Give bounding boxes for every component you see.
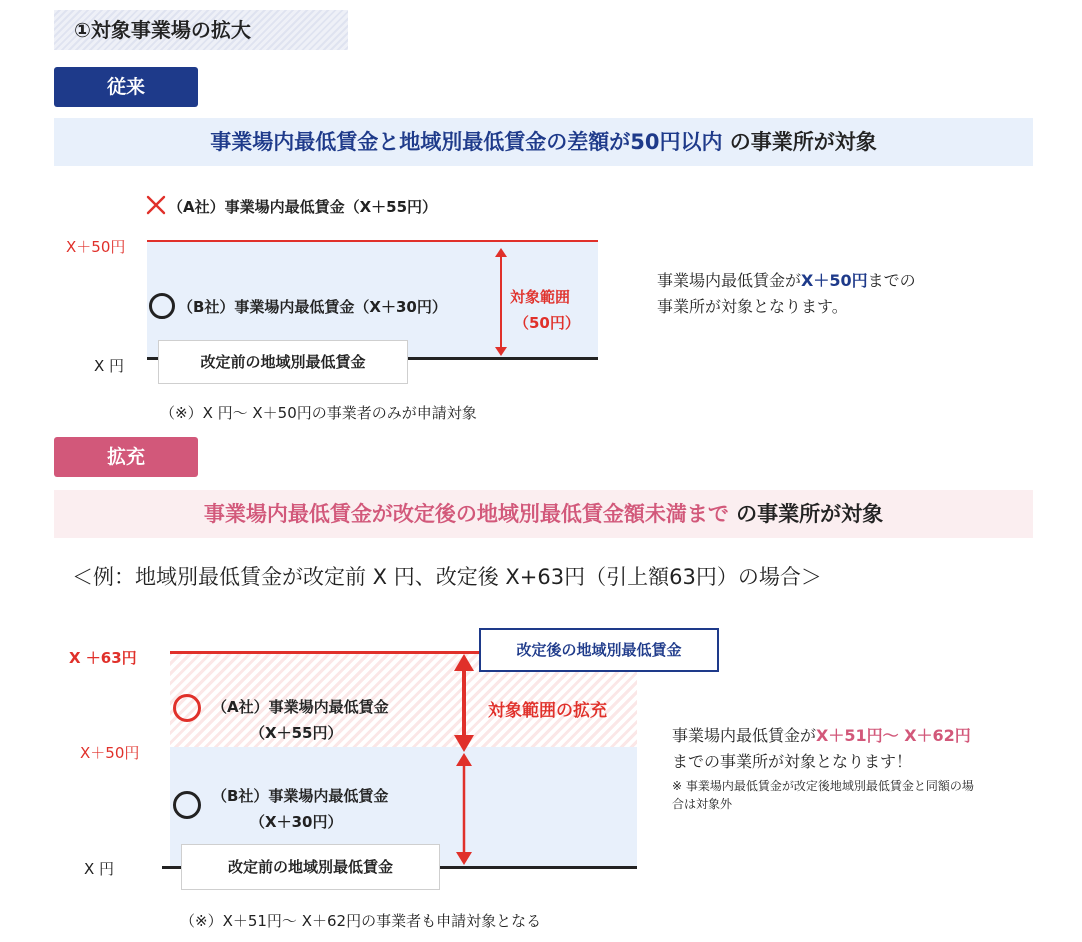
previous-level-base: X 円 [94, 357, 125, 375]
expanded-level-top: X ＋63円 [69, 649, 137, 667]
previous-base-box: 改定前の地域別最低賃金 [158, 340, 408, 384]
expanded-footnote-1: ※ 事業場内最低賃金が改定後地域別最低賃金と同額の場 [672, 779, 974, 793]
expanded-explain-1b: X＋51円～ X＋62円 [816, 726, 971, 745]
expanded-company-b-2: （X＋30円） [250, 813, 343, 831]
expanded-banner-rest: の事業所が対象 [728, 502, 884, 526]
previous-banner [54, 118, 1033, 166]
expanded-company-a-2: （X＋55円） [250, 724, 343, 742]
previous-range-label-2: （50円） [514, 314, 580, 332]
previous-explain-1c: までの [867, 271, 916, 290]
expanded-note: （※）X＋51円～ X＋62円の事業者も申請対象となる [180, 912, 542, 930]
example-caption: ＜例：地域別最低賃金が改定前 X 円、改定後 X+63円（引上額63円）の場合＞ [72, 565, 822, 589]
expanded-range-label: 対象範囲の拡充 [488, 701, 607, 721]
expanded-base-box: 改定前の地域別最低賃金 [181, 844, 440, 890]
double-arrow-icon [452, 653, 476, 753]
previous-banner-highlight: 事業場内最低賃金と地域別最低賃金の差額が50円以内 [210, 130, 723, 154]
previous-explain-1b: X＋50円 [801, 271, 868, 290]
previous-top-line [147, 240, 598, 242]
previous-range-label-1: 対象範囲 [510, 288, 571, 306]
expanded-footnote-2: 合は対象外 [672, 797, 733, 811]
expanded-after-box: 改定後の地域別最低賃金 [479, 628, 719, 672]
expanded-level-base: X 円 [84, 860, 115, 878]
previous-explain-2: 事業所が対象となります。 [657, 297, 848, 316]
expanded-company-b-1: （B社）事業場内最低賃金 [212, 787, 389, 805]
previous-level-top: X＋50円 [66, 238, 126, 256]
previous-banner-rest: の事業所が対象 [722, 130, 877, 154]
expanded-company-a-1: （A社）事業場内最低賃金 [212, 698, 389, 716]
circle-mark-icon [173, 694, 201, 722]
expanded-explain-1a: 事業場内最低賃金が [672, 726, 817, 745]
cross-mark-icon [145, 194, 167, 216]
circle-mark-icon [173, 791, 201, 819]
expanded-banner [54, 490, 1033, 538]
previous-explanation [657, 268, 916, 320]
double-arrow-icon [454, 752, 474, 866]
previous-explain-1a: 事業場内最低賃金が [657, 271, 802, 290]
expanded-explanation [672, 723, 974, 813]
expanded-level-mid: X＋50円 [80, 744, 140, 762]
previous-company-b: （B社）事業場内最低賃金（X＋30円） [178, 298, 447, 316]
circle-mark-icon [149, 293, 175, 319]
previous-company-a: （A社）事業場内最低賃金（X＋55円） [168, 198, 438, 216]
expanded-banner-highlight: 事業場内最低賃金が改定後の地域別最低賃金額未満まで [203, 502, 729, 526]
expanded-tag: 拡充 [54, 437, 198, 477]
double-arrow-icon [492, 247, 510, 357]
previous-note: （※）X 円～ X＋50円の事業者のみが申請対象 [160, 404, 477, 422]
previous-tag: 従来 [54, 67, 198, 107]
section-title: ①対象事業場の拡大 [54, 10, 348, 50]
expanded-explain-2: までの事業所が対象となります！ [672, 752, 913, 771]
